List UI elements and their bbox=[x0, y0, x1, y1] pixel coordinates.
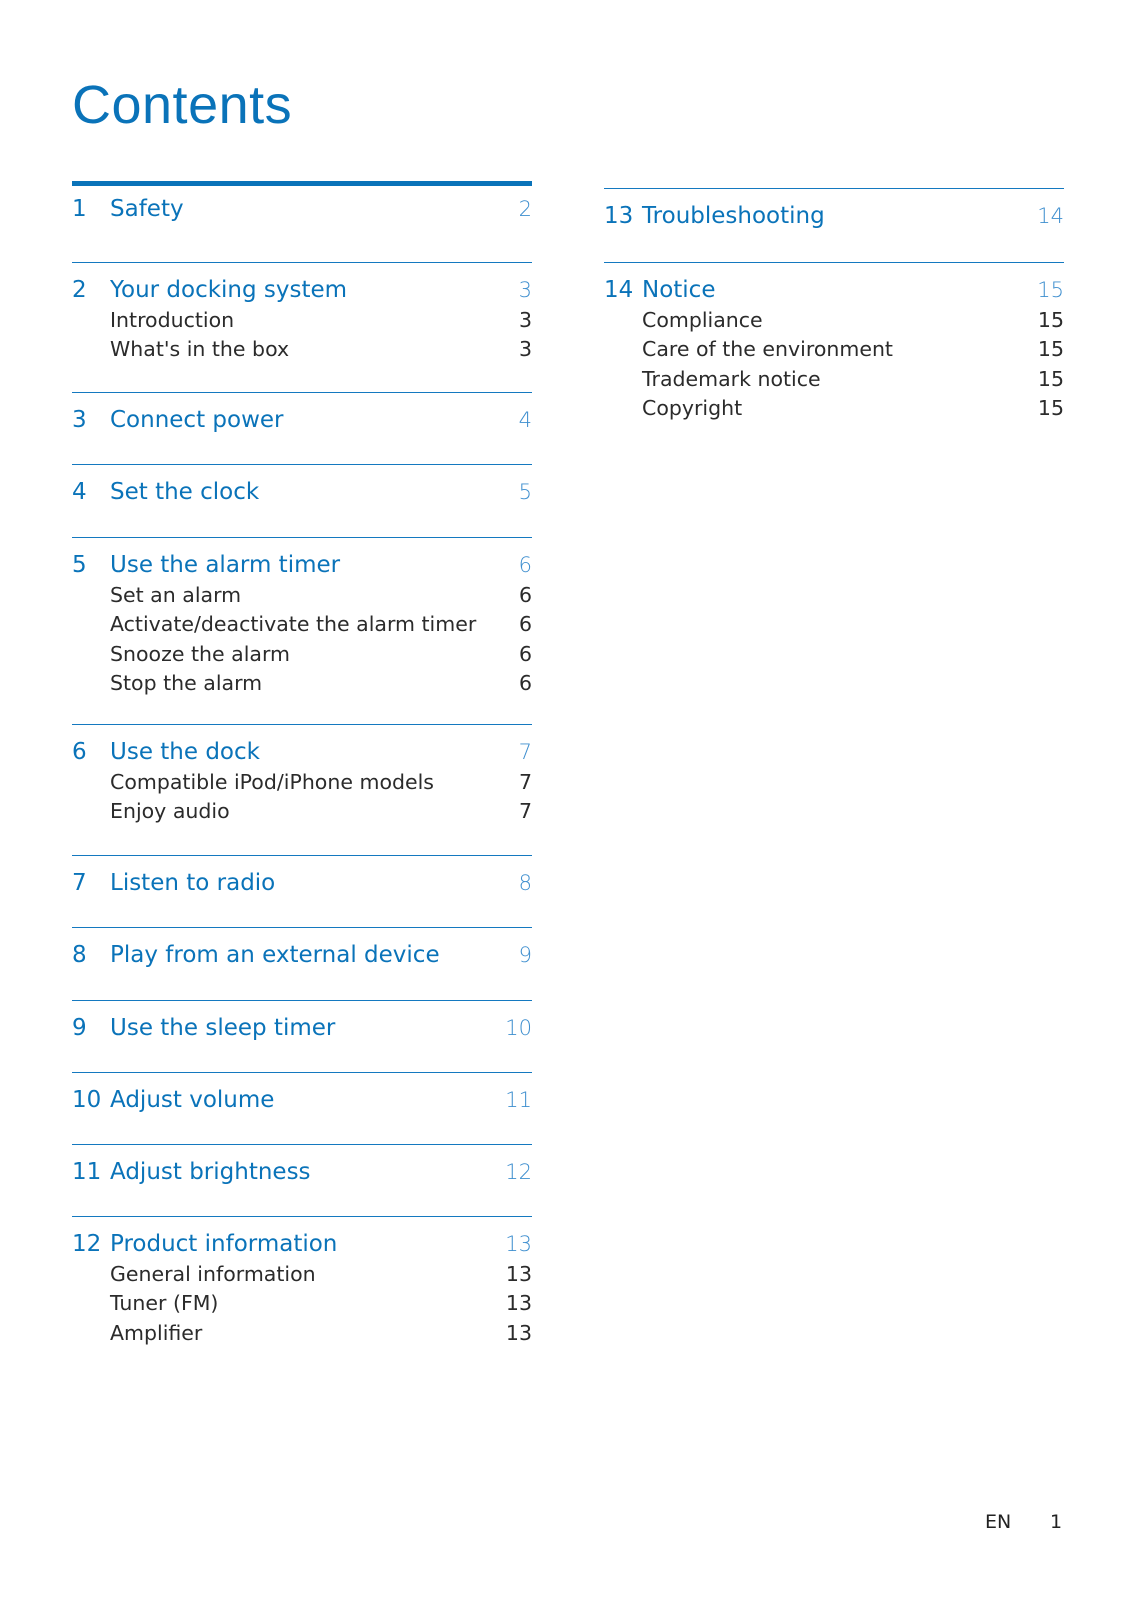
chapter-page-number: 13 bbox=[505, 1232, 532, 1256]
chapter-title[interactable]: Use the sleep timer bbox=[110, 1015, 336, 1041]
subsection-page-number: 3 bbox=[518, 307, 532, 332]
chapter-page-number: 5 bbox=[518, 480, 532, 504]
chapter-title[interactable]: Play from an external device bbox=[110, 942, 440, 968]
chapter-number: 11 bbox=[72, 1159, 102, 1185]
subsection-page-number: 7 bbox=[518, 769, 532, 794]
toc-entry[interactable] bbox=[72, 275, 532, 305]
toc-entry[interactable] bbox=[72, 1229, 532, 1259]
chapter-number: 14 bbox=[604, 277, 634, 303]
chapter-title[interactable]: Listen to radio bbox=[110, 870, 276, 896]
chapter-title[interactable]: Connect power bbox=[110, 407, 284, 433]
subsection-title[interactable]: Tuner (FM) bbox=[110, 1291, 219, 1315]
chapter-title[interactable]: Set the clock bbox=[110, 479, 260, 505]
chapter-number: 3 bbox=[72, 407, 87, 433]
page-title: Contents bbox=[72, 75, 293, 135]
toc-entry[interactable] bbox=[72, 940, 532, 970]
toc-section-12 bbox=[72, 1216, 532, 1345]
toc-entry[interactable] bbox=[72, 194, 532, 224]
subsection-title[interactable]: Stop the alarm bbox=[110, 671, 263, 695]
toc-entry[interactable] bbox=[72, 1157, 532, 1187]
chapter-number: 4 bbox=[72, 479, 87, 505]
subsection-title[interactable]: General information bbox=[110, 1261, 316, 1286]
subsection-title[interactable]: Copyright bbox=[642, 396, 743, 420]
chapter-title[interactable]: Troubleshooting bbox=[642, 203, 825, 229]
toc-entry[interactable] bbox=[72, 550, 532, 580]
subsection-page-number: 3 bbox=[518, 337, 532, 361]
subsection-title[interactable]: Introduction bbox=[110, 307, 235, 332]
toc-section-6 bbox=[72, 724, 532, 823]
subsection-page-number: 6 bbox=[518, 641, 532, 666]
subsection-title[interactable]: What's in the box bbox=[110, 337, 290, 361]
toc-section-1 bbox=[72, 181, 532, 222]
chapter-number: 12 bbox=[72, 1231, 102, 1257]
toc-section-7 bbox=[72, 855, 532, 896]
subsection-page-number: 15 bbox=[1037, 337, 1064, 361]
toc-section-8 bbox=[72, 927, 532, 968]
subsection-page-number: 13 bbox=[505, 1320, 532, 1345]
toc-section-13 bbox=[604, 188, 1064, 229]
chapter-number: 13 bbox=[604, 203, 634, 229]
toc-entry[interactable] bbox=[72, 868, 532, 898]
chapter-number: 8 bbox=[72, 942, 87, 968]
chapter-page-number: 8 bbox=[518, 871, 532, 895]
chapter-title[interactable]: Use the alarm timer bbox=[110, 552, 341, 578]
toc-section-3 bbox=[72, 392, 532, 433]
subsection-page-number: 13 bbox=[505, 1261, 532, 1286]
chapter-title[interactable]: Adjust brightness bbox=[110, 1159, 311, 1185]
subsection-page-number: 15 bbox=[1037, 307, 1064, 332]
chapter-title[interactable]: Safety bbox=[110, 196, 184, 222]
chapter-title[interactable]: Use the dock bbox=[110, 739, 260, 765]
toc-entry[interactable] bbox=[72, 477, 532, 507]
chapter-page-number: 2 bbox=[518, 197, 532, 221]
chapter-title[interactable]: Notice bbox=[642, 277, 716, 303]
chapter-page-number: 9 bbox=[518, 943, 532, 967]
chapter-page-number: 14 bbox=[1037, 204, 1064, 228]
subsection-page-number: 6 bbox=[518, 671, 532, 695]
toc-section-2 bbox=[72, 262, 532, 361]
subsection-title[interactable]: Enjoy audio bbox=[110, 799, 230, 823]
toc-section-10 bbox=[72, 1072, 532, 1113]
chapter-number: 1 bbox=[72, 196, 87, 222]
chapter-page-number: 12 bbox=[505, 1160, 532, 1184]
footer-language: EN bbox=[985, 1511, 1012, 1533]
chapter-page-number: 7 bbox=[518, 740, 532, 764]
subsection-page-number: 13 bbox=[505, 1291, 532, 1315]
chapter-number: 5 bbox=[72, 552, 87, 578]
toc-entry[interactable] bbox=[72, 737, 532, 767]
chapter-page-number: 3 bbox=[518, 278, 532, 302]
toc-entry[interactable] bbox=[604, 275, 1064, 305]
toc-entry[interactable] bbox=[604, 201, 1064, 231]
chapter-page-number: 6 bbox=[518, 553, 532, 577]
subsection-page-number: 15 bbox=[1037, 366, 1064, 391]
subsection-page-number: 6 bbox=[518, 582, 532, 607]
chapter-number: 7 bbox=[72, 870, 87, 896]
subsection-title[interactable]: Set an alarm bbox=[110, 582, 242, 607]
chapter-title[interactable]: Your docking system bbox=[110, 277, 348, 303]
chapter-number: 2 bbox=[72, 277, 87, 303]
toc-section-4 bbox=[72, 464, 532, 505]
subsection-page-number: 6 bbox=[518, 612, 532, 636]
subsection-title[interactable]: Compatible iPod/iPhone models bbox=[110, 769, 434, 794]
toc-section-11 bbox=[72, 1144, 532, 1185]
toc-entry[interactable] bbox=[72, 1013, 532, 1043]
toc-section-5 bbox=[72, 537, 532, 695]
chapter-number: 10 bbox=[72, 1087, 102, 1113]
toc-section-14 bbox=[604, 262, 1064, 420]
subsection-title[interactable]: Activate/deactivate the alarm timer bbox=[110, 612, 477, 636]
chapter-title[interactable]: Adjust volume bbox=[110, 1087, 275, 1113]
subsection-title[interactable]: Snooze the alarm bbox=[110, 641, 290, 666]
footer-page-number: 1 bbox=[1050, 1511, 1063, 1533]
chapter-page-number: 15 bbox=[1037, 278, 1064, 302]
chapter-number: 6 bbox=[72, 739, 87, 765]
toc-section-9 bbox=[72, 1000, 532, 1041]
toc-entry[interactable] bbox=[72, 1085, 532, 1115]
chapter-number: 9 bbox=[72, 1015, 87, 1041]
subsection-page-number: 15 bbox=[1037, 396, 1064, 420]
toc-entry[interactable] bbox=[72, 405, 532, 435]
chapter-page-number: 10 bbox=[505, 1016, 532, 1040]
subsection-title[interactable]: Care of the environment bbox=[642, 337, 893, 361]
chapter-title[interactable]: Product information bbox=[110, 1231, 338, 1257]
subsection-title[interactable]: Compliance bbox=[642, 307, 763, 332]
subsection-title[interactable]: Trademark notice bbox=[642, 366, 821, 391]
subsection-title[interactable]: Amplifier bbox=[110, 1320, 203, 1345]
subsection-page-number: 7 bbox=[518, 799, 532, 823]
chapter-page-number: 11 bbox=[505, 1088, 532, 1112]
chapter-page-number: 4 bbox=[518, 408, 532, 432]
